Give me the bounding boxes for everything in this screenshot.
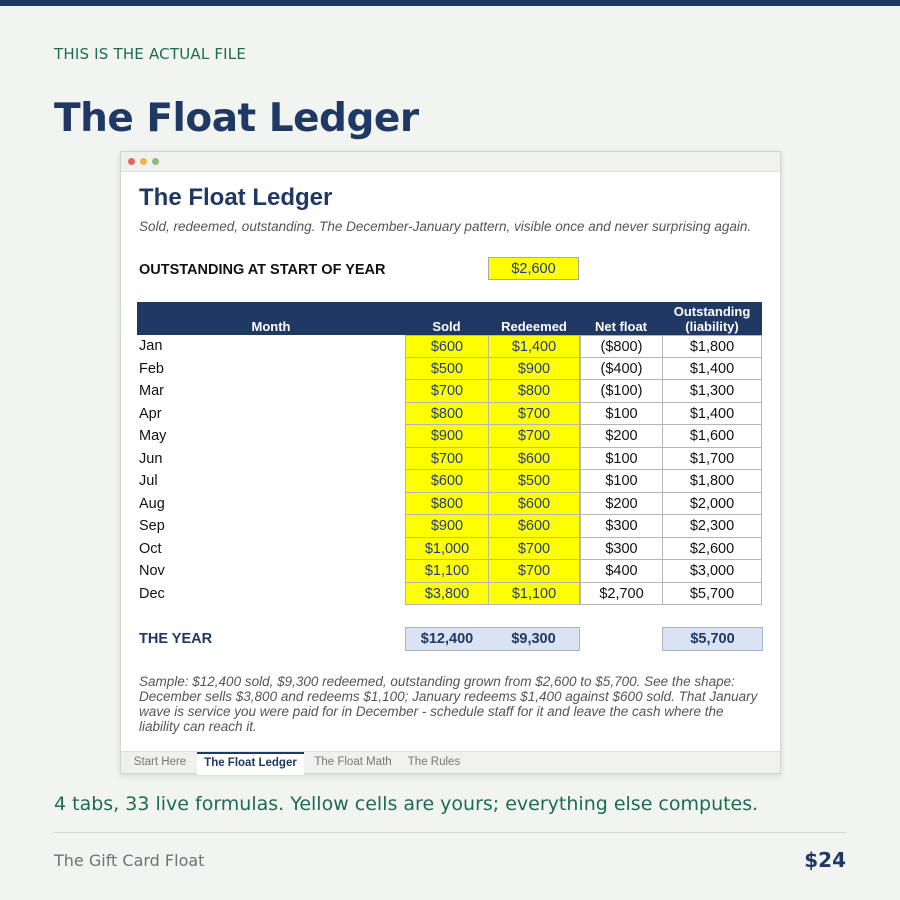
table-row [137,470,762,493]
product-name: The Gift Card Float [54,851,205,870]
table-row [137,560,762,583]
product-price: $24 [804,848,846,872]
sheet-tab-bar [121,751,780,773]
outstanding-cell[interactable]: $1,300 [662,380,762,403]
tab-the-rules[interactable]: The Rules [407,756,461,768]
month-cell: Jan [139,338,163,354]
month-cell: Apr [139,405,162,422]
sold-input-cell[interactable]: $900 [405,515,489,538]
column-header-redeemed: Redeemed [501,319,567,334]
sheet-title: The Float Ledger [139,184,333,211]
totals-label: THE YEAR [139,631,213,647]
month-cell: Feb [139,360,164,377]
net-float-cell[interactable]: $400 [580,560,663,583]
column-header-month: Month [251,319,291,334]
window-chrome [121,152,780,172]
total-sold-cell[interactable]: $12,400 [405,627,489,651]
sold-input-cell[interactable]: $800 [405,493,489,516]
net-float-cell[interactable]: $2,700 [580,583,663,606]
redeemed-input-cell[interactable]: $800 [488,380,580,403]
redeemed-input-cell[interactable]: $600 [488,493,580,516]
column-header-outstanding-line1: Outstanding [673,304,751,319]
redeemed-input-cell[interactable]: $700 [488,425,580,448]
redeemed-input-cell[interactable]: $700 [488,560,580,583]
month-cell: Aug [139,495,165,512]
table-row [137,448,762,471]
net-float-cell[interactable]: ($800) [580,335,663,358]
minimize-dot-icon[interactable] [140,158,147,165]
net-float-cell[interactable]: $300 [580,538,663,561]
sold-input-cell[interactable]: $600 [405,335,489,358]
total-outstanding-cell[interactable]: $5,700 [662,627,763,651]
tagline: 4 tabs, 33 live formulas. Yellow cells are yours; everything else computes. [54,793,759,815]
close-dot-icon[interactable] [128,158,135,165]
net-float-cell[interactable]: $100 [580,470,663,493]
net-float-cell[interactable]: $300 [580,515,663,538]
outstanding-cell[interactable]: $1,400 [662,358,762,381]
net-float-cell[interactable]: ($100) [580,380,663,403]
tab-the-float-ledger[interactable]: The Float Ledger [197,752,304,775]
table-row [137,335,762,358]
table-header [137,302,762,335]
outstanding-cell[interactable]: $1,400 [662,403,762,426]
outstanding-cell[interactable]: $2,000 [662,493,762,516]
column-header-net-float: Net float [595,319,647,334]
eyebrow-label: THIS IS THE ACTUAL FILE [54,45,247,63]
outstanding-cell[interactable]: $5,700 [662,583,762,606]
start-of-year-label: OUTSTANDING AT START OF YEAR [139,262,386,278]
sold-input-cell[interactable]: $900 [405,425,489,448]
ledger-rows [137,335,762,605]
redeemed-input-cell[interactable]: $700 [488,403,580,426]
sold-input-cell[interactable]: $3,800 [405,583,489,606]
table-row [137,493,762,516]
sheet-subtitle: Sold, redeemed, outstanding. The December-January pattern, visible once and never surprising again. [139,219,752,234]
start-of-year-input[interactable]: $2,600 [488,257,579,280]
redeemed-input-cell[interactable]: $1,400 [488,335,580,358]
maximize-dot-icon[interactable] [152,158,159,165]
sold-input-cell[interactable]: $500 [405,358,489,381]
total-redeemed-cell[interactable]: $9,300 [488,627,580,651]
top-accent-bar [0,0,900,6]
tab-start-here[interactable]: Start Here [133,756,187,768]
redeemed-input-cell[interactable]: $700 [488,538,580,561]
column-header-outstanding-line2: (liability) [685,319,739,334]
redeemed-input-cell[interactable]: $1,100 [488,583,580,606]
table-row [137,583,762,606]
sold-input-cell[interactable]: $700 [405,380,489,403]
month-cell: Oct [139,540,162,557]
outstanding-cell[interactable]: $1,800 [662,470,762,493]
sample-note: Sample: $12,400 sold, $9,300 redeemed, outstanding grown from $2,600 to $5,700. See the shape: December sells $3,800 and redeems $1,100; January redeems $1,400 against $600 sold. That January wave is service you were paid for in December - schedule staff for it and leave the cash where the liability can reach it. [139,674,758,734]
spreadsheet-window [120,151,781,774]
table-row [137,515,762,538]
outstanding-cell[interactable]: $1,700 [662,448,762,471]
outstanding-cell[interactable]: $1,800 [662,335,762,358]
page-title: The Float Ledger [54,96,419,141]
net-float-cell[interactable]: $100 [580,403,663,426]
month-cell: Jul [139,473,158,489]
net-float-cell[interactable]: $200 [580,425,663,448]
outstanding-cell[interactable]: $2,600 [662,538,762,561]
net-float-cell[interactable]: $200 [580,493,663,516]
net-float-cell[interactable]: ($400) [580,358,663,381]
net-float-cell[interactable]: $100 [580,448,663,471]
redeemed-input-cell[interactable]: $600 [488,448,580,471]
table-row [137,380,762,403]
column-header-sold: Sold [432,319,461,334]
outstanding-cell[interactable]: $2,300 [662,515,762,538]
outstanding-cell[interactable]: $1,600 [662,425,762,448]
sold-input-cell[interactable]: $1,100 [405,560,489,583]
month-cell: Sep [139,518,165,534]
month-cell: May [139,428,167,444]
tab-the-float-math[interactable]: The Float Math [314,756,392,768]
table-row [137,538,762,561]
table-row [137,403,762,426]
sold-input-cell[interactable]: $700 [405,448,489,471]
sold-input-cell[interactable]: $800 [405,403,489,426]
month-cell: Dec [139,585,165,602]
footer-divider [54,832,846,833]
sold-input-cell[interactable]: $600 [405,470,489,493]
outstanding-cell[interactable]: $3,000 [662,560,762,583]
column-header-outstanding [662,304,762,334]
redeemed-input-cell[interactable]: $500 [488,470,580,493]
table-row [137,425,762,448]
redeemed-input-cell[interactable]: $900 [488,358,580,381]
table-row [137,358,762,381]
month-cell: Nov [139,563,165,579]
sold-input-cell[interactable]: $1,000 [405,538,489,561]
month-cell: Jun [139,450,163,467]
month-cell: Mar [139,383,164,399]
redeemed-input-cell[interactable]: $600 [488,515,580,538]
